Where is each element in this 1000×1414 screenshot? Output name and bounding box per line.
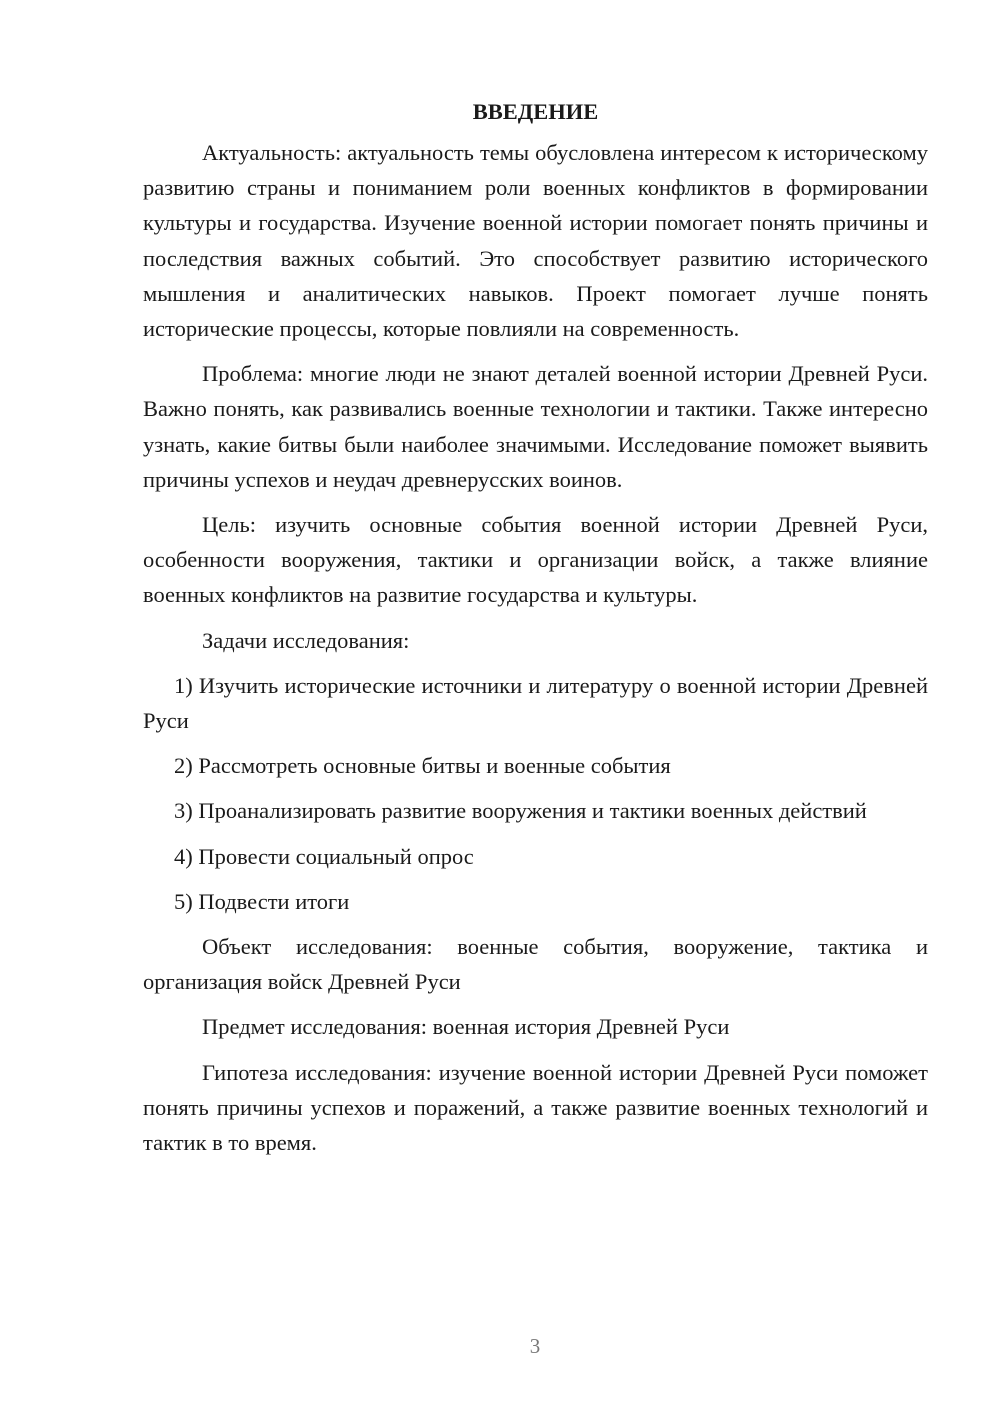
paragraph-object: Объект исследования: военные события, вооружение, тактика и организация войск Древней Руси (143, 934, 928, 995)
section-title: ВВЕДЕНИЕ (472, 99, 599, 124)
task-item: 5) Подвести итоги (174, 888, 350, 914)
task-item: 1) Изучить исторические источники и литературу о военной истории Древней Руси (143, 672, 928, 734)
paragraph-goal: Цель: изучить основные события военной истории Древней Руси, особенности вооружения, тактики и организации войск, а также влияние военных конфликтов на развитие государства и культуры. (143, 512, 928, 608)
paragraph-relevance: Актуальность: актуальность темы обусловлена интересом к историческому развитию страны и пониманием роли военных конфликтов в формировании культуры и государства. Изучение военной истории помогает понять причины и последствия важных событий. Это способствует развитию исторического мышления и аналитических навыков. Проект помогает лучше понять исторические процессы, которые повлияли на современность. (143, 140, 928, 342)
page-content (143, 94, 928, 1170)
tasks-heading: Задачи исследования: (202, 627, 410, 653)
task-item: 2) Рассмотреть основные битвы и военные события (174, 753, 671, 779)
task-item: 4) Провести социальный опрос (174, 843, 474, 869)
paragraph-subject: Предмет исследования: военная история Древней Руси (202, 1014, 730, 1040)
paragraph-problem: Проблема: многие люди не знают деталей военной истории Древней Руси. Важно понять, как развивались военные технологии и тактики. Также интересно узнать, какие битвы были наиболее значимыми. Исследование поможет выявить причины успехов и неудач древнерусских воинов. (143, 361, 928, 492)
task-item: 3) Проанализировать развитие вооружения и тактики военных действий (174, 798, 867, 824)
page-number: 3 (529, 1334, 541, 1358)
paragraph-hypothesis: Гипотеза исследования: изучение военной истории Древней Руси поможет понять причины успехов и поражений, а также развитие военных технологий и тактик в то время. (143, 1059, 928, 1156)
